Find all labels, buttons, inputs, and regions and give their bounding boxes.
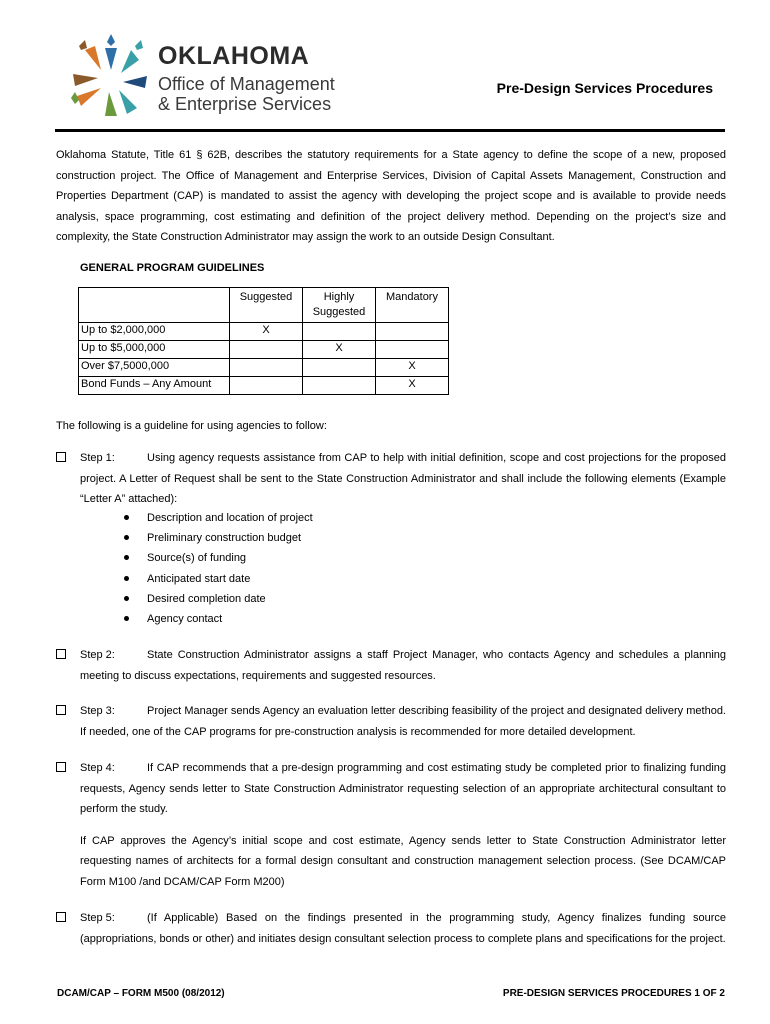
step-1-text: Using agency requests assistance from CAP to help with initial definition, scope and cost projections for the proposed project. A Letter of Request shall be sent to the State Construction Administrator and shall include the following elements (Example “Letter A” attached): xyxy=(80,452,726,505)
step-1-checkbox[interactable] xyxy=(56,452,66,462)
step-2-label: Step 2: xyxy=(80,649,115,661)
list-item: Desired completion date xyxy=(124,589,313,609)
intro-paragraph: Oklahoma Statute, Title 61 § 62B, describes the statutory requirements for a State agency to define the scope of a new, proposed construction project. The Office of Management and Enterprise Services, Division of Capital Assets Management, Construction and Properties Department (CAP) is mandated to assist the agency with developing the project scope and is available to provide needs analysis, space programming, cost estimating and definition of the project delivery method. Depending on the project’s size and complexity, the State Construction Administrator may assign the work to an outside Design Consultant. xyxy=(56,149,726,243)
row-label: Up to $5,000,000 xyxy=(79,341,230,359)
cell-mandatory: X xyxy=(376,359,449,377)
guideline-lead-text: The following is a guideline for using agencies to follow: xyxy=(56,420,327,432)
cell-mandatory xyxy=(376,341,449,359)
column-header-suggested: Suggested xyxy=(230,288,303,323)
list-item: Source(s) of funding xyxy=(124,548,313,568)
logo-org-line2: & Enterprise Services xyxy=(158,94,332,114)
row-label: Up to $2,000,000 xyxy=(79,323,230,341)
step-5-label: Step 5: xyxy=(80,912,115,924)
logo-starburst-icon xyxy=(66,30,156,120)
cell-highly-suggested xyxy=(303,323,376,341)
cell-suggested: X xyxy=(230,323,303,341)
logo-org-line1: Office of Management xyxy=(158,74,335,94)
step-2 xyxy=(56,645,726,686)
bullet-icon xyxy=(124,616,129,621)
step-4-checkbox[interactable] xyxy=(56,762,66,772)
list-item: Agency contact xyxy=(124,609,313,629)
footer-form-id: DCAM/CAP – FORM M500 (08/2012) xyxy=(57,988,225,999)
step-4-extra-text: If CAP approves the Agency’s initial scope and cost estimate, Agency sends letter to State Construction Administrator letter requesting names of architects for a formal design consultant and construction management selection process. (See DCAM/CAP Form M100 /and DCAM/CAP Form M200) xyxy=(80,834,726,888)
document-title: Pre-Design Services Procedures xyxy=(496,80,713,96)
cell-highly-suggested xyxy=(303,359,376,377)
step-5 xyxy=(56,908,726,949)
step-4-text: If CAP recommends that a pre-design programming and cost estimating study be completed prior to finalizing funding requests, Agency sends letter to State Construction Administrator requesting selection of an appropriate architectural consultant to perform the study. xyxy=(80,762,726,815)
step-4 xyxy=(56,758,726,892)
step-3-label: Step 3: xyxy=(80,705,115,717)
step-3-checkbox[interactable] xyxy=(56,705,66,715)
row-label: Over $7,5000,000 xyxy=(79,359,230,377)
cell-suggested xyxy=(230,377,303,395)
table-row xyxy=(79,323,449,341)
cell-highly-suggested: X xyxy=(303,341,376,359)
step-1-elements-list xyxy=(124,508,313,629)
column-header-mandatory: Mandatory xyxy=(376,288,449,323)
cell-suggested xyxy=(230,341,303,359)
table-row xyxy=(79,377,449,395)
bullet-icon xyxy=(124,515,129,520)
cell-mandatory xyxy=(376,323,449,341)
list-item: Preliminary construction budget xyxy=(124,528,313,548)
bullet-icon xyxy=(124,576,129,581)
row-label: Bond Funds – Any Amount xyxy=(79,377,230,395)
logo-org-name: OKLAHOMA xyxy=(158,42,310,70)
header-divider xyxy=(55,129,725,132)
cell-suggested xyxy=(230,359,303,377)
omes-logo xyxy=(66,30,366,120)
step-2-checkbox[interactable] xyxy=(56,649,66,659)
step-3 xyxy=(56,701,726,742)
table-row xyxy=(79,341,449,359)
step-3-text: Project Manager sends Agency an evaluation letter describing feasibility of the project and designated delivery method. If needed, one of the CAP programs for pre-construction analysis is recommended for more detailed development. xyxy=(80,705,726,738)
table-header-blank xyxy=(79,288,230,323)
table-header-row xyxy=(79,288,449,323)
table-row xyxy=(79,359,449,377)
bullet-icon xyxy=(124,535,129,540)
step-5-checkbox[interactable] xyxy=(56,912,66,922)
bullet-icon xyxy=(124,596,129,601)
step-1 xyxy=(56,448,726,510)
column-header-highly-suggested: Highly Suggested xyxy=(303,288,376,323)
cell-highly-suggested xyxy=(303,377,376,395)
step-4-label: Step 4: xyxy=(80,762,115,774)
list-item: Description and location of project xyxy=(124,508,313,528)
guidelines-table xyxy=(78,287,449,395)
step-5-text: (If Applicable) Based on the findings presented in the programming study, Agency finalizes funding source (appropriations, bonds or other) and initiates design consultant selection process to complete plans and specifications for the project. xyxy=(80,912,726,945)
step-2-text: State Construction Administrator assigns a staff Project Manager, who contacts Agency and schedules a planning meeting to discuss expectations, requirements and suggested resources. xyxy=(80,649,726,682)
guidelines-heading: GENERAL PROGRAM GUIDELINES xyxy=(80,262,265,274)
bullet-icon xyxy=(124,555,129,560)
cell-mandatory: X xyxy=(376,377,449,395)
list-item: Anticipated start date xyxy=(124,569,313,589)
footer-page-label: PRE-DESIGN SERVICES PROCEDURES 1 OF 2 xyxy=(502,988,725,999)
step-1-label: Step 1: xyxy=(80,452,115,464)
